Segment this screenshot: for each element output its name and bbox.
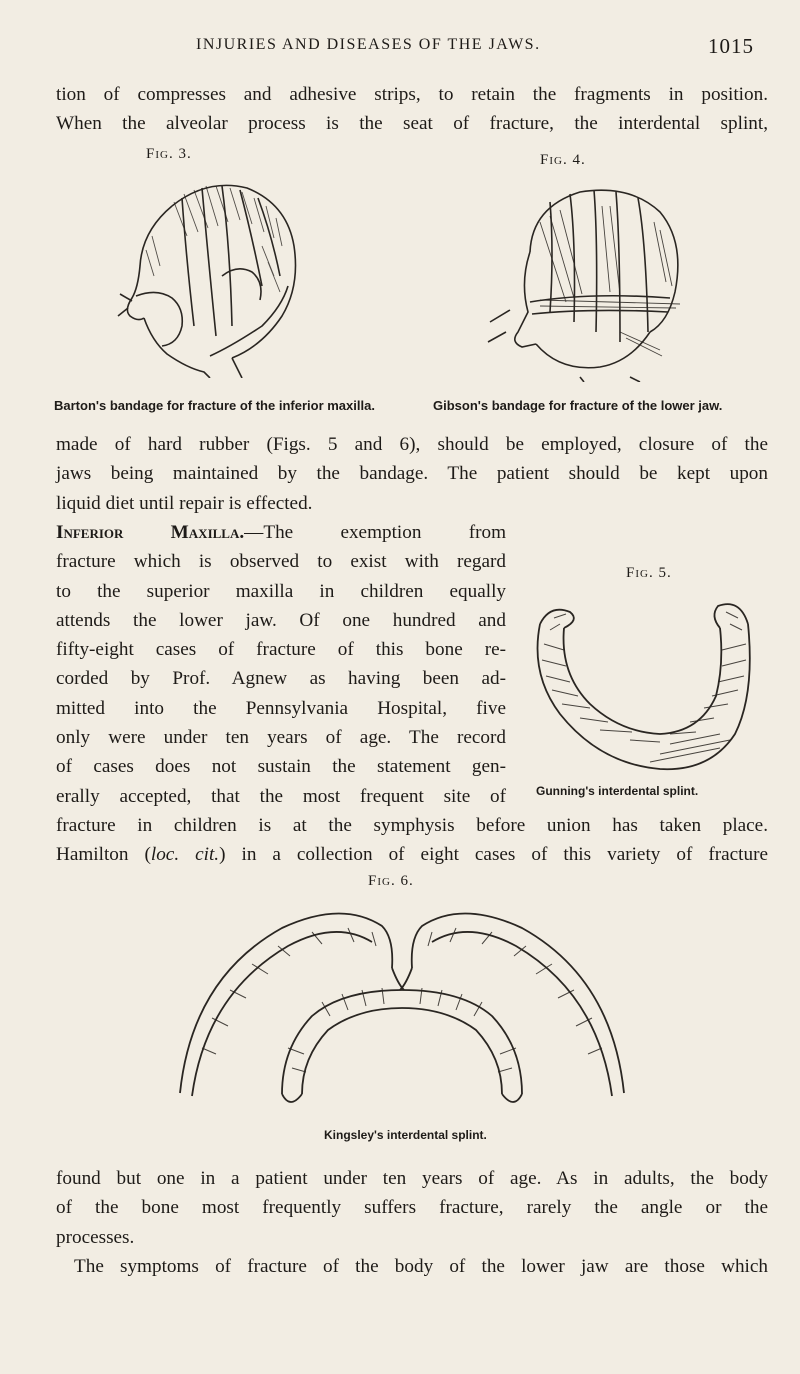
page-number: 1015 [708,34,754,58]
running-title: INJURIES AND DISEASES OF THE JAWS. [196,36,541,53]
section-heading: Inferior Maxilla. [56,522,245,543]
gibson-bandage-illustration [470,182,700,382]
figure-caption-5: Gunning's interdental splint. [536,784,699,798]
paragraph-splint [56,430,768,518]
text-line: fracture in children is at the symphysis before union has taken place. [56,814,768,836]
text-line: only were under ten years of age. The record [56,727,506,749]
text-line: tion of compresses and adhesive strips, to retain the fragments in position. [56,84,768,105]
text-line: found but one in a patient under ten years of age. As in adults, the body [56,1168,768,1189]
page-header [56,34,754,64]
figure-caption-3: Barton's bandage for fracture of the inferior maxilla. [54,398,375,413]
figure-caption-6: Kingsley's interdental splint. [324,1128,487,1142]
text-line: erally accepted, that the most frequent site of [56,785,506,807]
figure-label-5: Fig. 5. [626,565,672,581]
text-line: processes. [56,1226,135,1248]
figure-label-3: Fig. 3. [146,146,192,162]
figure-label-6: Fig. 6. [368,873,414,889]
figure-label-4: Fig. 4. [540,152,586,168]
text-line: attends the lower jaw. Of one hundred and [56,609,506,631]
paragraph-symptoms [56,1252,768,1281]
paragraph-intro [56,80,768,139]
text-line: fracture which is observed to exist with regard [56,551,506,573]
text-line: of cases does not sustain the statement gen- [56,756,506,778]
text-line: made of hard rubber (Figs. 5 and 6), should be employed, closure of the [56,434,768,455]
figure-caption-4: Gibson's bandage for fracture of the lower jaw. [433,398,723,413]
text-line: jaws being maintained by the bandage. The patient should be kept upon [56,463,768,485]
text-line: When the alveolar process is the seat of fracture, the interdental splint, [56,113,768,135]
text-line: to the superior maxilla in children equally [56,580,506,602]
text-line: The symptoms of fracture of the body of the lower jaw are those which [74,1256,768,1277]
paragraph-inferior-maxilla [56,518,768,870]
text-line: of the bone most frequently suffers fracture, rarely the angle or the [56,1197,768,1219]
text-line: mitted into the Pennsylvania Hospital, five [56,697,506,719]
kingsley-splint-illustration [172,898,632,1118]
text-line: Hamilton (loc. cit.) in a collection of eight cases of this variety of fracture [56,844,769,866]
barton-bandage-illustration [112,176,312,378]
text-line: Inferior Maxilla.—The exemption from [56,522,506,543]
text-line: corded by Prof. Agnew as having been ad- [56,668,506,690]
paragraph-adults [56,1164,768,1252]
text-line: fifty-eight cases of fracture of this bone re- [56,639,506,661]
text-line: liquid diet until repair is effected. [56,492,313,514]
